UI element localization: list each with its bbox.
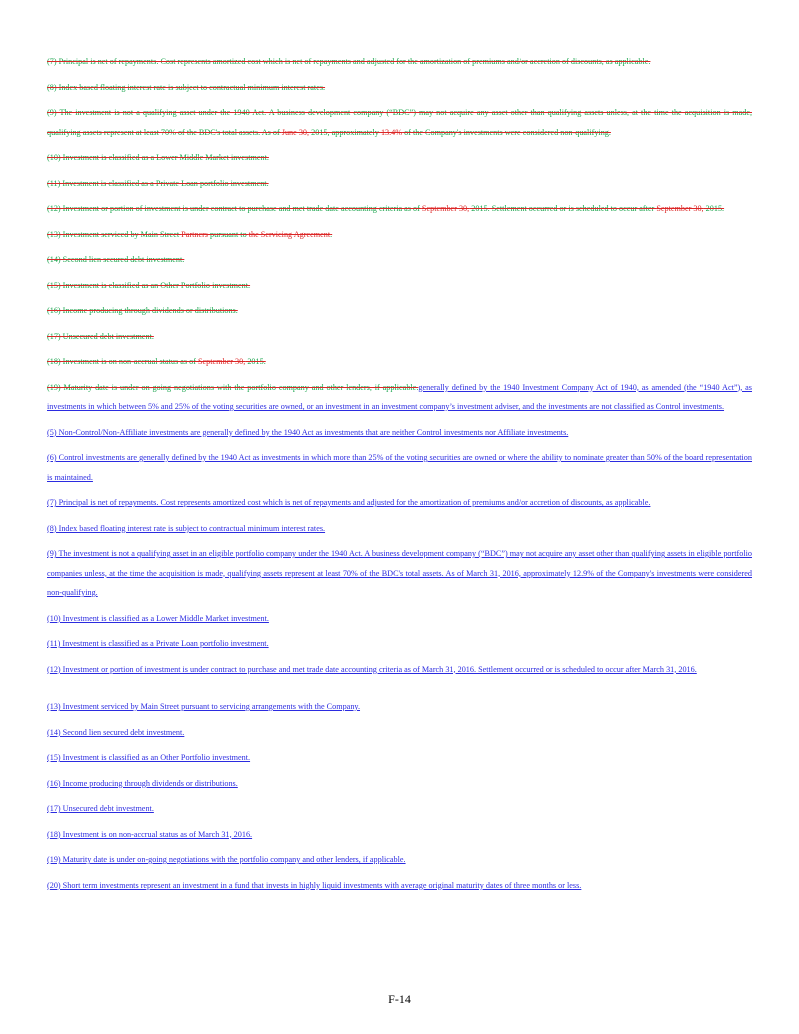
note-19-and-4-continuation [47,378,752,417]
deleted-note-17: (17) Unsecured debt investment. [47,331,154,341]
page-number: F-14 [388,992,411,1006]
deleted-note-9-percent: 13.4% [380,127,403,137]
deleted-note-12-text-b: 2015. Settlement occurred or is scheduled to occur after [469,204,657,213]
inserted-note-14: (14) Second lien secured debt investment. [47,727,185,737]
deleted-note-13-red-2: the Servicing Agreement [248,229,331,239]
deleted-note-18-text-b: 2015. [245,357,266,366]
inserted-note-19: (19) Maturity date is under on-going negotiations with the portfolio company and other lenders, if applicable. [47,855,406,864]
document-body [47,52,752,901]
inserted-note-15: (15) Investment is classified as an Other Portfolio investment. [47,753,251,762]
deleted-note-18-text-a: (18) Investment is on non-accrual status as of [47,357,198,366]
deleted-note-9-date: June 30, [281,127,310,137]
deleted-note-18 [47,352,752,372]
inserted-note-11: (11) Investment is classified as a Private Loan portfolio investment. [47,639,269,648]
inserted-note-5: (5) Non-Control/Non-Affiliate investments are generally defined by the 1940 Act as investments that are neither Control investments nor Affiliate investments. [47,427,569,437]
deleted-note-12-text-c: 2015. [703,204,725,213]
deleted-note-10: (10) Investment is classified as a Lower Middle Market investment. [47,153,269,162]
deleted-note-19: (19) Maturity date is under on-going negotiations with the portfolio company and other lenders, if applicable. [47,382,419,392]
deleted-note-13-text-c: . [330,229,333,239]
deleted-note-11: (11) Investment is classified as a Private Loan portfolio investment. [47,178,269,188]
deleted-note-15: (15) Investment is classified as an Other Portfolio investment. [47,280,251,290]
deleted-note-13 [47,225,752,245]
deleted-note-9 [47,103,752,142]
inserted-note-17: (17) Unsecured debt investment. [47,804,154,813]
inserted-note-8: (8) Index based floating interest rate is subject to contractual minimum interest rates. [47,523,326,533]
deleted-note-18-date: September 30, [197,357,246,366]
deleted-note-9-text-a: (9) The investment is not a qualifying asset under the 1940 Act. A business development company (“BDC”) may not acquire any asset other than qualifying assets unless, at the time the acquisition is made, qualifying assets represent at least 70% of the BDC's total assets. As of [47,108,752,137]
deleted-note-13-text-b: pursuant to [208,229,249,239]
deleted-note-13-red-1: Partners [181,229,208,239]
inserted-note-12: (12) Investment or portion of investment is under contract to purchase and met trade date accounting criteria as of March 31, 2016. Settlement occurred or is scheduled to occur after March 31, 2016. [47,664,697,674]
inserted-note-4-continuation: generally defined by the 1940 Investment Company Act of 1940, as amended (the “1940 Act”), as investments in which between 5% and 25% of the voting securities are owned, or an investment in an investment company’s investment adviser, and the investments are not classified as Control investments. [47,382,752,411]
deleted-note-12-text-a: (12) Investment or portion of investment is under contract to purchase and met trade date accounting criteria as of [47,204,422,213]
inserted-note-7: (7) Principal is net of repayments. Cost represents amortized cost which is net of repayments and adjusted for the amortization of premiums and/or accretion of discounts, as applicable. [47,498,651,507]
deleted-note-16: (16) Income producing through dividends or distributions. [47,306,238,315]
deleted-note-12 [47,199,752,219]
deleted-note-13-text-a: (13) Investment serviced by Main Street [47,229,182,239]
deleted-note-12-date-2: September 30, [656,204,704,213]
inserted-note-10: (10) Investment is classified as a Lower Middle Market investment. [47,613,269,623]
deleted-note-14: (14) Second lien secured debt investment. [47,255,185,264]
inserted-note-18: (18) Investment is on non-accrual status as of March 31, 2016. [47,829,253,839]
inserted-note-9: (9) The investment is not a qualifying asset in an eligible portfolio company under the 1940 Act. A business development company (“BDC”) may not acquire any asset other than qualifying assets in eligible portfolio companies unless, at the time the acquisition is made, qualifying assets represent at least 70% of the BDC's total assets. As of March 31, 2016, approximately 12.9% of the Company's investments were considered non-qualifying. [47,549,752,597]
inserted-note-16: (16) Income producing through dividends or distributions. [47,778,238,788]
deleted-note-9-text-b: 2015, approximately [309,127,381,137]
deleted-note-7: (7) Principal is net of repayments. Cost represents amortized cost which is net of repayments and adjusted for the amortization of premiums and/or accretion of discounts, as applicable. [47,57,651,66]
inserted-note-20: (20) Short term investments represent an investment in a fund that invests in highly liquid investments with average original maturity dates of three months or less. [47,880,582,890]
inserted-note-13: (13) Investment serviced by Main Street pursuant to servicing arrangements with the Company. [47,702,361,711]
inserted-note-6: (6) Control investments are generally defined by the 1940 Act as investments in which more than 25% of the voting securities are owned or where the ability to nominate greater than 50% of the board representation is maintained. [47,453,752,482]
deleted-note-9-text-c: of the Company's investments were considered non-qualifying. [402,127,611,137]
deleted-note-12-date-1: September 30, [421,204,470,213]
deleted-note-8: (8) Index based floating interest rate is subject to contractual minimum interest rates. [47,82,326,92]
